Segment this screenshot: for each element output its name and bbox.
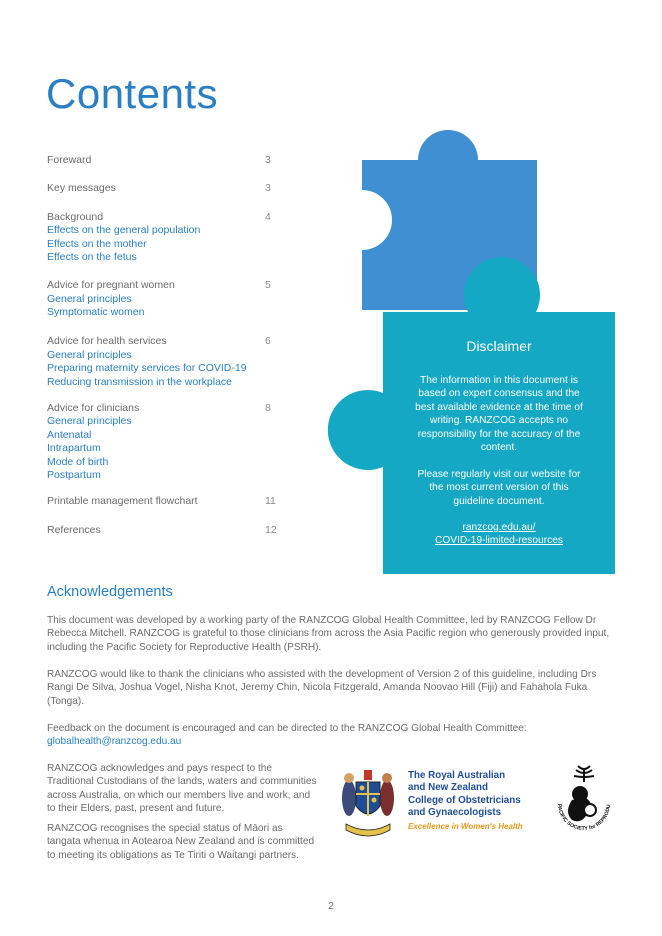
page-number: 2 [328,900,334,912]
toc-subheading[interactable]: Effects on the mother [47,237,147,250]
toc-row[interactable] [47,495,287,509]
toc-subheading[interactable]: Symptomatic women [47,306,145,318]
toc-subheading[interactable]: Antenatal [47,428,92,441]
toc-row[interactable] [47,211,287,225]
toc-page-number: 11 [265,495,276,507]
toc-subheading[interactable]: General principles [47,292,132,305]
psrh-logo [550,764,618,836]
acknowledgements-paragraph-1: This document was developed by a working party of the RANZCOG Global Health Committee, led by RANZCOG Fellow Dr Rebecca Mitchell. RANZCOG is grateful to those clinicians from across the Asia Pacific region who generously provided input, including the Pacific Society for Reproductive Health (PSRH). [47,615,610,653]
toc-page-number: 3 [265,181,271,194]
disclaimer-title: Disclaimer [466,338,532,354]
feedback-text: Feedback on the document is encouraged and can be directed to the RANZCOG Global Health Committee: [47,723,527,734]
toc-entry[interactable] [47,154,287,168]
toc-heading[interactable]: Advice for pregnant women [47,279,175,291]
toc-heading[interactable]: Advice for clinicians [47,401,140,414]
ranzcog-crest-logo [340,764,396,840]
disclaimer-body: The information in this document is based on expert consensus and the best available evidence at the time of writing. RANZCOG accepts no responsibility for the accuracy of the content. [415,375,583,454]
toc-row[interactable] [47,154,287,168]
toc-subheading[interactable]: Intrapartum [47,442,101,454]
ranzcog-line-2: and New Zealand [408,782,489,794]
toc-subheading[interactable]: Mode of birth [47,455,109,468]
disclaimer-link-line1[interactable]: ranzcog.edu.au/ [462,522,536,533]
ranzcog-logo-text [408,770,548,834]
toc-entry[interactable] [47,211,287,265]
toc-heading[interactable]: Advice for health services [47,335,167,347]
acknowledgements-paragraph-3 [47,722,617,749]
disclaimer-link[interactable] [383,521,615,548]
toc-subheading[interactable]: General principles [47,415,132,427]
toc-page-number: 4 [265,210,271,223]
toc-subheading[interactable]: Preparing maternity services for COVID-19 [47,362,247,374]
feedback-email-link[interactable]: globalhealth@ranzcog.edu.au [47,736,182,748]
toc-entry[interactable] [47,495,287,509]
ranzcog-line-3: College of Obstetricians [408,794,521,806]
toc-row[interactable] [47,402,287,416]
toc-row[interactable] [47,524,287,538]
toc-entry[interactable] [47,279,287,320]
toc-heading[interactable]: References [47,524,101,536]
toc-entry[interactable] [47,335,287,389]
toc-subheading[interactable]: Postpartum [47,469,101,481]
acknowledgement-of-country: RANZCOG acknowledges and pays respect to the Traditional Custodians of the lands, waters and communities across Australia, on which our members live and work, and to their Elders, past, present and future. [47,763,317,814]
ranzcog-tagline: Excellence in Women's Health [408,822,523,832]
disclaimer-website-note: Please regularly visit our website for the most current version of this guideline document. [417,469,581,507]
toc-row[interactable] [47,335,287,349]
toc-entry[interactable] [47,182,287,196]
toc-page-number: 12 [265,524,277,536]
toc-row[interactable] [47,182,287,196]
toc-entry[interactable] [47,402,287,483]
toc-heading[interactable]: Key messages [47,181,116,194]
disclaimer-link-line2[interactable]: COVID-19-limited-resources [435,535,563,547]
acknowledgements-paragraph-2: RANZCOG would like to thank the clinicians who assisted with the development of Version 2 of this guideline, including Drs Rangi De Silva, Joshua Vogel, Nisha Knot, Jeremy Chin, Nicola Fitzgerald, Amanda Noovao Hill (Fiji) and Fahahola Fuka (Tonga). [47,669,597,707]
toc-page-number: 5 [265,279,271,291]
toc-subheading[interactable]: Effects on the fetus [47,251,137,263]
toc-subheading[interactable]: Reducing transmission in the workplace [47,375,233,388]
ranzcog-line-4: and Gynaecologists [408,806,502,818]
te-tiriti-statement: RANZCOG recognises the special status of Māori as tangata whenua in Aotearoa New Zealand and is committed to meeting its obligations as Te Tiriti o Waitangi partners. [47,823,315,861]
toc-page-number: 8 [265,401,271,414]
toc-entry[interactable] [47,524,287,538]
toc-subheading[interactable]: Effects on the general population [47,224,201,236]
toc-row[interactable] [47,279,287,293]
ranzcog-line-1: The Royal Australian [408,770,506,781]
page-title: Contents [46,70,219,117]
toc-heading[interactable]: Background [47,210,104,223]
psrh-logo-text: PACIFIC SOCIETY for REPRODU [555,803,613,833]
toc-heading[interactable]: Foreward [47,154,92,166]
disclaimer-box [383,312,615,574]
toc-page-number: 6 [265,335,271,347]
toc-subheading[interactable]: General principles [47,348,132,361]
acknowledgements-heading: Acknowledgements [47,584,173,600]
toc-page-number: 3 [265,154,271,166]
toc-heading[interactable]: Printable management flowchart [47,495,198,507]
